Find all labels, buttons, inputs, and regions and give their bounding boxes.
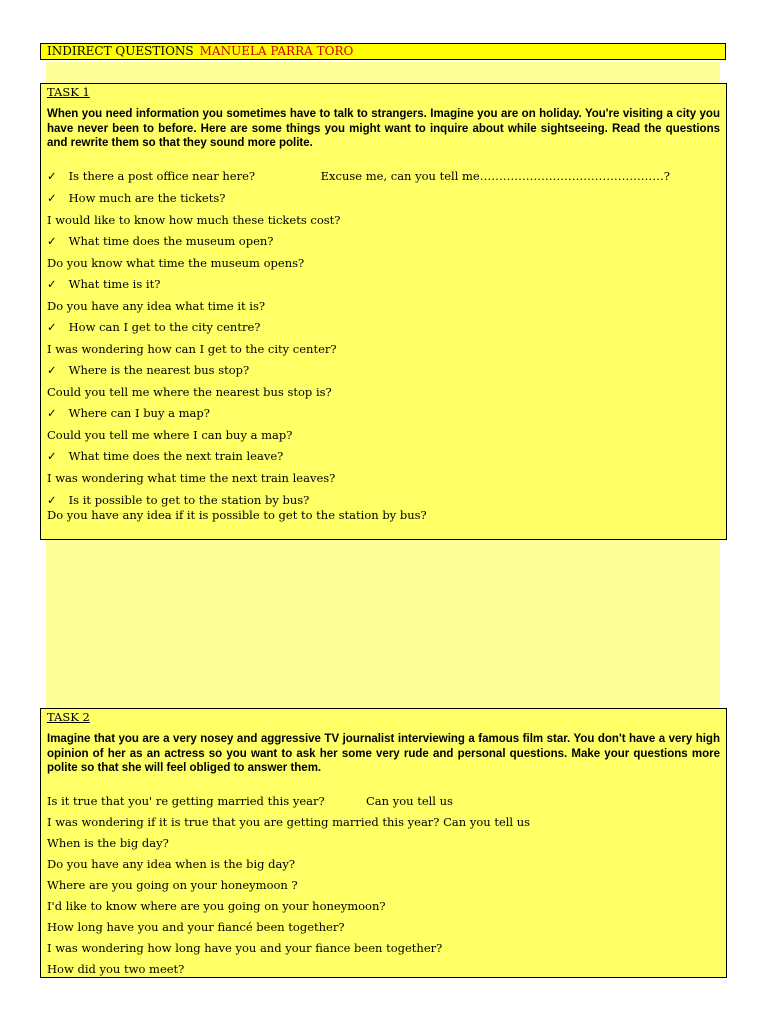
task2-line-7: How long have you and your fiancé been together? <box>47 920 345 934</box>
task2-title: TASK 2 <box>47 710 90 724</box>
check-icon: ✓ <box>47 320 57 334</box>
worksheet-header <box>40 43 726 60</box>
task1-question-8: ✓ What time does the next train leave? <box>47 449 284 463</box>
task1-question-1: ✓ Is there a post office near here? Excuse me, can you tell me…………………………………………? <box>47 169 670 183</box>
task1-answer-2: I would like to know how much these tickets cost? <box>47 213 341 227</box>
task1-answer-4: Do you have any idea what time it is? <box>47 299 266 313</box>
check-icon: ✓ <box>47 169 57 183</box>
check-icon: ✓ <box>47 363 57 377</box>
task2-line-3: When is the big day? <box>47 836 169 850</box>
task1-answer-7: Could you tell me where I can buy a map? <box>47 428 293 442</box>
task1-answer-6: Could you tell me where the nearest bus stop is? <box>47 385 332 399</box>
task2-box <box>40 708 727 978</box>
task2-line-1: Is it true that you' re getting married this year? Can you tell us <box>47 794 453 808</box>
check-icon: ✓ <box>47 406 57 420</box>
task1-question-4: ✓ What time is it? <box>47 277 161 291</box>
worksheet-title: INDIRECT QUESTIONS <box>47 44 194 58</box>
task2-instructions: Imagine that you are a very nosey and aggressive TV journalist interviewing a famous film star. You don't have a very high opinion of her as an actress so you want to ask her some very rude and personal questions. Make your questions more polite so that she will feel obliged to answer them. <box>47 733 720 775</box>
task1-box <box>40 83 727 540</box>
task1-answer-8: I was wondering what time the next train leaves? <box>47 471 336 485</box>
task1-answer-3: Do you know what time the museum opens? <box>47 256 305 270</box>
check-icon: ✓ <box>47 449 57 463</box>
check-icon: ✓ <box>47 234 57 248</box>
check-icon: ✓ <box>47 493 57 507</box>
task1-answer-9: Do you have any idea if it is possible to get to the station by bus? <box>47 508 427 522</box>
task2-line-9: How did you two meet? <box>47 962 185 976</box>
task2-line-2: I was wondering if it is true that you are getting married this year? Can you tell us <box>47 815 531 829</box>
task1-instructions: When you need information you sometimes have to talk to strangers. Imagine you are on holiday. You're visiting a city you have never been to before. Here are some things you might want to inquire about while sightseeing. Read the questions and rewrite them so that they sound more polite. <box>47 108 720 150</box>
task2-line-4: Do you have any idea when is the big day? <box>47 857 296 871</box>
task2-line-6: I'd like to know where are you going on your honeymoon? <box>47 899 386 913</box>
task1-question-7: ✓ Where can I buy a map? <box>47 406 210 420</box>
author-name: MANUELA PARRA TORO <box>199 44 354 58</box>
task1-answer-5: I was wondering how can I get to the city center? <box>47 342 337 356</box>
check-icon: ✓ <box>47 191 57 205</box>
task2-line-8: I was wondering how long have you and your fiance been together? <box>47 941 443 955</box>
check-icon: ✓ <box>47 277 57 291</box>
task1-question-2: ✓ How much are the tickets? <box>47 191 226 205</box>
task1-question-6: ✓ Where is the nearest bus stop? <box>47 363 250 377</box>
task1-question-5: ✓ How can I get to the city centre? <box>47 320 261 334</box>
task1-title: TASK 1 <box>47 85 90 99</box>
task2-line-5: Where are you going on your honeymoon ? <box>47 878 298 892</box>
task1-question-3: ✓ What time does the museum open? <box>47 234 274 248</box>
task1-question-9: ✓ Is it possible to get to the station by bus? <box>47 493 310 507</box>
